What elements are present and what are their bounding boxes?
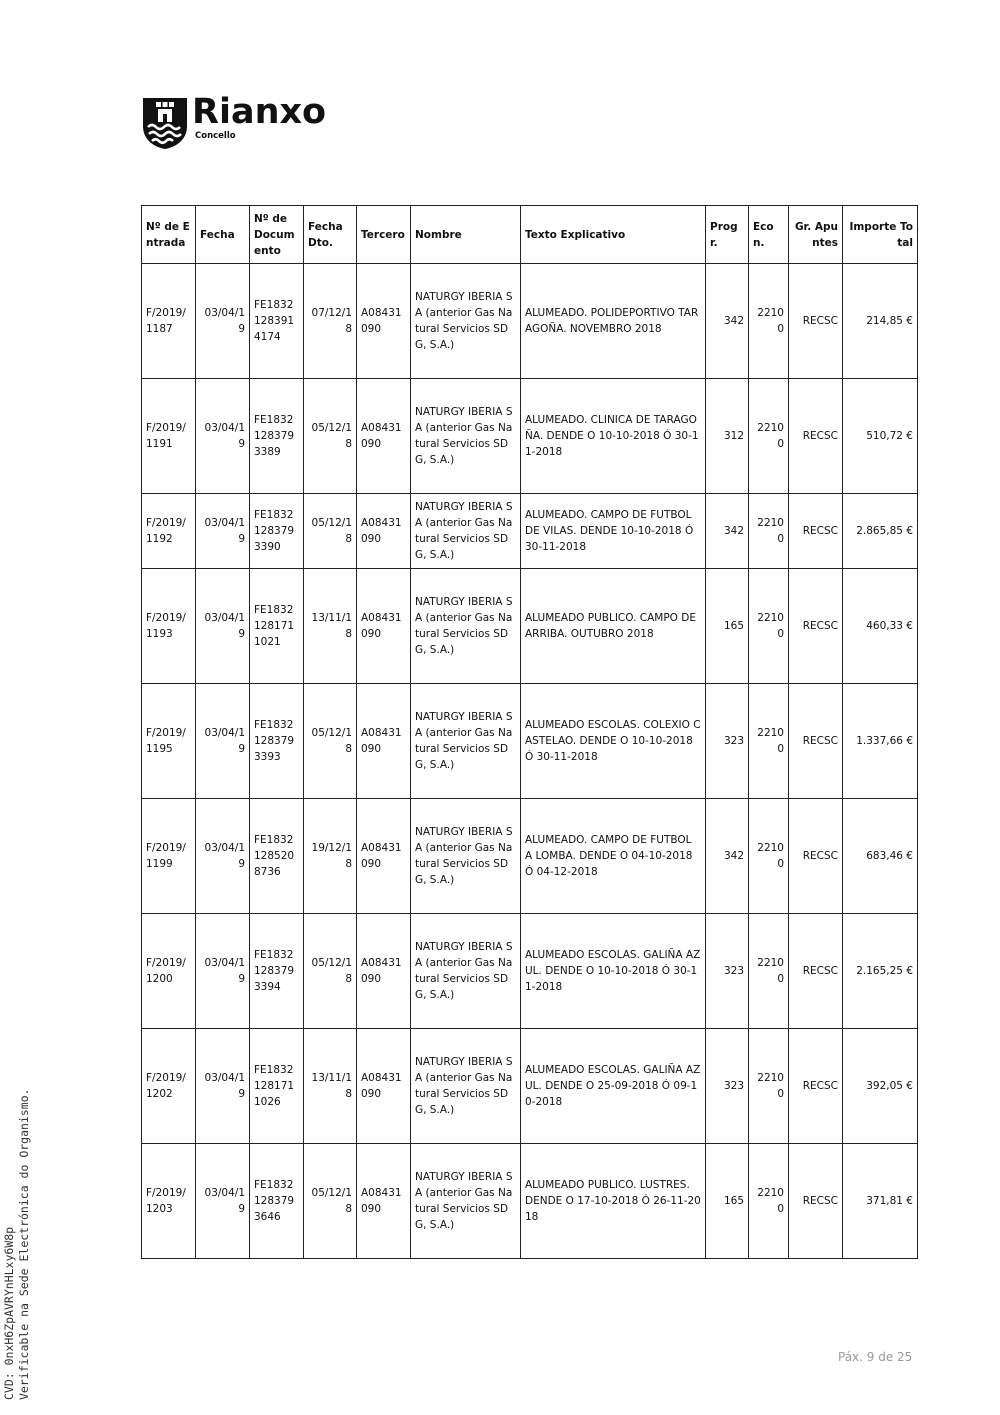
header-nombre: Nombre	[411, 206, 521, 264]
cell-texto: ALUMEADO. CLINICA DE TARAGOÑA. DENDE O 10-10-2018 Ó 30-11-2018	[521, 379, 706, 494]
cell-gr-apuntes: RECSC	[789, 1144, 843, 1259]
header-texto: Texto Explicativo	[521, 206, 706, 264]
cell-texto: ALUMEADO. CAMPO DE FUTBOL DE VILAS. DENDE 10-10-2018 Ó 30-11-2018	[521, 494, 706, 569]
header-importe: Importe Total	[843, 206, 918, 264]
cell-fecha-dto: 07/12/18	[304, 264, 357, 379]
cell-fecha-dto: 05/12/18	[304, 379, 357, 494]
verification-stamp	[2, 1088, 32, 1400]
table-row	[142, 494, 918, 569]
cell-texto: ALUMEADO ESCOLAS. GALIÑA AZUL. DENDE O 25-09-2018 Ó 09-10-2018	[521, 1029, 706, 1144]
cell-econ: 22100	[749, 264, 789, 379]
cell-texto: ALUMEADO. POLIDEPORTIVO TARAGOÑA. NOVEMBRO 2018	[521, 264, 706, 379]
cell-fecha: 03/04/19	[196, 494, 250, 569]
cell-documento: FE18321283793394	[250, 914, 304, 1029]
cell-progr: 323	[706, 1029, 749, 1144]
cell-documento: FE18321283793646	[250, 1144, 304, 1259]
cell-entrada: F/2019/1200	[142, 914, 196, 1029]
cell-documento: FE18321281711021	[250, 569, 304, 684]
header-gr-apuntes: Gr. Apuntes	[789, 206, 843, 264]
cell-progr: 165	[706, 1144, 749, 1259]
cell-entrada: F/2019/1195	[142, 684, 196, 799]
cell-progr: 342	[706, 799, 749, 914]
invoice-table	[141, 205, 918, 1259]
cell-fecha-dto: 13/11/18	[304, 569, 357, 684]
cell-entrada: F/2019/1192	[142, 494, 196, 569]
table-header-row	[142, 206, 918, 264]
cell-nombre: NATURGY IBERIA SA (anterior Gas Natural Servicios SDG, S.A.)	[411, 799, 521, 914]
cell-progr: 323	[706, 684, 749, 799]
cell-importe: 2.865,85 €	[843, 494, 918, 569]
cell-econ: 22100	[749, 1144, 789, 1259]
cell-texto: ALUMEADO PUBLICO. CAMPO DE ARRIBA. OUTUBRO 2018	[521, 569, 706, 684]
cell-documento: FE18321283914174	[250, 264, 304, 379]
cell-econ: 22100	[749, 684, 789, 799]
cell-documento: FE18321283793389	[250, 379, 304, 494]
cell-documento: FE18321285208736	[250, 799, 304, 914]
cell-fecha: 03/04/19	[196, 379, 250, 494]
table-row	[142, 799, 918, 914]
cell-importe: 460,33 €	[843, 569, 918, 684]
cell-gr-apuntes: RECSC	[789, 264, 843, 379]
cell-gr-apuntes: RECSC	[789, 914, 843, 1029]
cell-entrada: F/2019/1203	[142, 1144, 196, 1259]
cell-gr-apuntes: RECSC	[789, 1029, 843, 1144]
cell-importe: 214,85 €	[843, 264, 918, 379]
cell-progr: 165	[706, 569, 749, 684]
cell-tercero: A08431090	[357, 684, 411, 799]
cell-nombre: NATURGY IBERIA SA (anterior Gas Natural Servicios SDG, S.A.)	[411, 1144, 521, 1259]
rianxo-logo	[142, 92, 342, 152]
cell-tercero: A08431090	[357, 1144, 411, 1259]
cell-importe: 1.337,66 €	[843, 684, 918, 799]
cell-econ: 22100	[749, 379, 789, 494]
verification-note: Verificable na Sede Electrónica do Organismo.	[17, 1088, 31, 1400]
cell-entrada: F/2019/1193	[142, 569, 196, 684]
cell-importe: 371,81 €	[843, 1144, 918, 1259]
table-row	[142, 1029, 918, 1144]
header-progr: Progr.	[706, 206, 749, 264]
cell-texto: ALUMEADO ESCOLAS. GALIÑA AZUL. DENDE O 10-10-2018 Ó 30-11-2018	[521, 914, 706, 1029]
cell-fecha: 03/04/19	[196, 1029, 250, 1144]
cell-tercero: A08431090	[357, 799, 411, 914]
cell-fecha-dto: 05/12/18	[304, 914, 357, 1029]
table-row	[142, 1144, 918, 1259]
cell-importe: 392,05 €	[843, 1029, 918, 1144]
cell-importe: 683,46 €	[843, 799, 918, 914]
cell-documento: FE18321281711026	[250, 1029, 304, 1144]
cell-fecha-dto: 05/12/18	[304, 684, 357, 799]
cell-importe: 510,72 €	[843, 379, 918, 494]
shield-castle-icon	[142, 96, 188, 150]
cell-entrada: F/2019/1202	[142, 1029, 196, 1144]
cell-nombre: NATURGY IBERIA SA (anterior Gas Natural Servicios SDG, S.A.)	[411, 1029, 521, 1144]
cell-documento: FE18321283793390	[250, 494, 304, 569]
header-documento: Nº de Documento	[250, 206, 304, 264]
cell-texto: ALUMEADO PUBLICO. LUSTRES. DENDE O 17-10-2018 Ó 26-11-2018	[521, 1144, 706, 1259]
cell-gr-apuntes: RECSC	[789, 494, 843, 569]
header-fecha-dto: Fecha Dto.	[304, 206, 357, 264]
cell-entrada: F/2019/1191	[142, 379, 196, 494]
cell-fecha: 03/04/19	[196, 264, 250, 379]
cell-fecha: 03/04/19	[196, 1144, 250, 1259]
cell-fecha-dto: 05/12/18	[304, 1144, 357, 1259]
cell-tercero: A08431090	[357, 379, 411, 494]
cell-nombre: NATURGY IBERIA SA (anterior Gas Natural Servicios SDG, S.A.)	[411, 494, 521, 569]
header-tercero: Tercero	[357, 206, 411, 264]
table-row	[142, 264, 918, 379]
cell-fecha: 03/04/19	[196, 799, 250, 914]
cell-tercero: A08431090	[357, 569, 411, 684]
header-entrada: Nº de Entrada	[142, 206, 196, 264]
verification-code: CVD: 0nxH6ZpAVRYnHLxy6W8p	[2, 1226, 16, 1400]
logo-name: Rianxo	[192, 92, 327, 132]
cell-gr-apuntes: RECSC	[789, 799, 843, 914]
page-number: Páx. 9 de 25	[838, 1350, 913, 1364]
table-row	[142, 379, 918, 494]
cell-progr: 312	[706, 379, 749, 494]
cell-tercero: A08431090	[357, 264, 411, 379]
cell-econ: 22100	[749, 494, 789, 569]
cell-fecha-dto: 13/11/18	[304, 1029, 357, 1144]
cell-progr: 342	[706, 494, 749, 569]
table-row	[142, 914, 918, 1029]
cell-fecha: 03/04/19	[196, 684, 250, 799]
cell-nombre: NATURGY IBERIA SA (anterior Gas Natural Servicios SDG, S.A.)	[411, 569, 521, 684]
cell-texto: ALUMEADO. CAMPO DE FUTBOL A LOMBA. DENDE O 04-10-2018 Ó 04-12-2018	[521, 799, 706, 914]
header-econ: Econ.	[749, 206, 789, 264]
logo-subtitle: Concello	[195, 131, 236, 141]
cell-gr-apuntes: RECSC	[789, 569, 843, 684]
cell-importe: 2.165,25 €	[843, 914, 918, 1029]
cell-nombre: NATURGY IBERIA SA (anterior Gas Natural Servicios SDG, S.A.)	[411, 379, 521, 494]
cell-texto: ALUMEADO ESCOLAS. COLEXIO CASTELAO. DENDE O 10-10-2018 Ó 30-11-2018	[521, 684, 706, 799]
cell-nombre: NATURGY IBERIA SA (anterior Gas Natural Servicios SDG, S.A.)	[411, 684, 521, 799]
cell-progr: 323	[706, 914, 749, 1029]
header-fecha: Fecha	[196, 206, 250, 264]
cell-fecha-dto: 19/12/18	[304, 799, 357, 914]
cell-entrada: F/2019/1199	[142, 799, 196, 914]
cell-gr-apuntes: RECSC	[789, 684, 843, 799]
table-row	[142, 569, 918, 684]
cell-nombre: NATURGY IBERIA SA (anterior Gas Natural Servicios SDG, S.A.)	[411, 264, 521, 379]
cell-econ: 22100	[749, 569, 789, 684]
cell-fecha: 03/04/19	[196, 914, 250, 1029]
cell-tercero: A08431090	[357, 1029, 411, 1144]
cell-documento: FE18321283793393	[250, 684, 304, 799]
cell-fecha-dto: 05/12/18	[304, 494, 357, 569]
cell-fecha: 03/04/19	[196, 569, 250, 684]
cell-econ: 22100	[749, 799, 789, 914]
cell-progr: 342	[706, 264, 749, 379]
cell-tercero: A08431090	[357, 914, 411, 1029]
cell-nombre: NATURGY IBERIA SA (anterior Gas Natural Servicios SDG, S.A.)	[411, 914, 521, 1029]
cell-entrada: F/2019/1187	[142, 264, 196, 379]
cell-econ: 22100	[749, 1029, 789, 1144]
cell-gr-apuntes: RECSC	[789, 379, 843, 494]
cell-econ: 22100	[749, 914, 789, 1029]
table-row	[142, 684, 918, 799]
cell-tercero: A08431090	[357, 494, 411, 569]
